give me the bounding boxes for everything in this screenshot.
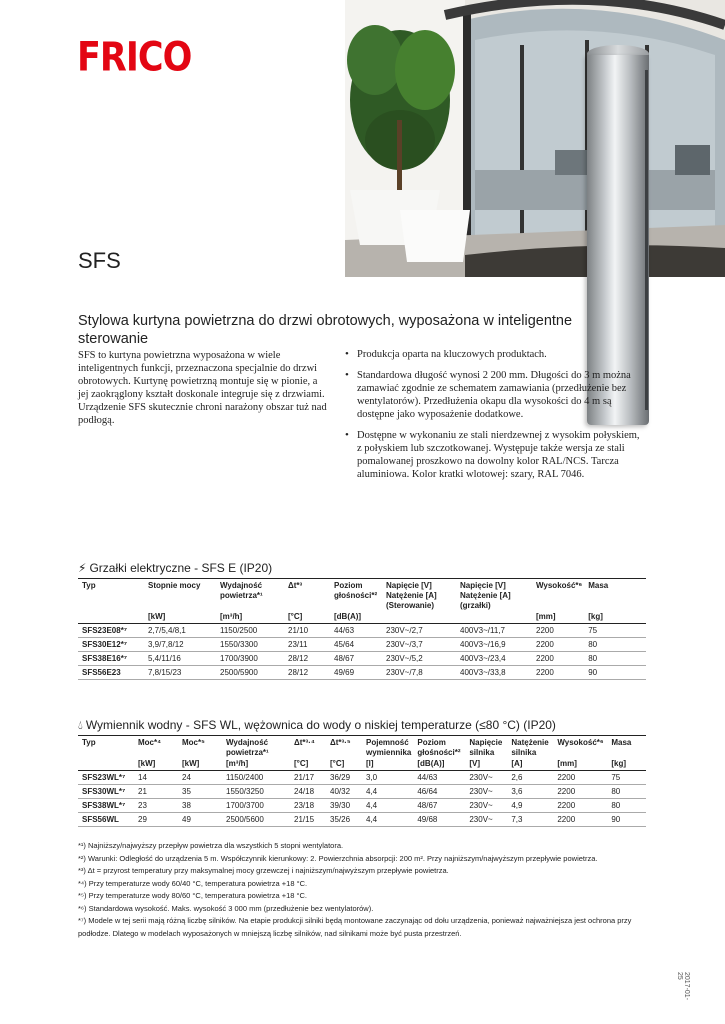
footnote: *⁴) Przy temperaturze wody 60/40 °C, temperatura powietrza +18 °C. bbox=[78, 878, 308, 888]
table-units-row bbox=[78, 612, 646, 624]
col-header: Wysokość*⁶ bbox=[553, 736, 607, 760]
footnote: *³) Δt = przyrost temperatury przy maksymalnej mocy grzewczej i najniższym/najwyższym przepływie powietrza. bbox=[78, 866, 449, 875]
cell: SFS38E16*⁷ bbox=[78, 652, 144, 666]
unit: [kg] bbox=[584, 612, 646, 624]
cell: 75 bbox=[584, 624, 646, 638]
water-heater-heading-text: Wymiennik wodny - SFS WL, wężownica do wody o niskiej temperaturze (≤80 °C) (IP20) bbox=[85, 718, 556, 732]
cell: 2200 bbox=[553, 785, 607, 799]
cell: 230V~/3,7 bbox=[382, 638, 456, 652]
col-header: Δt*³·⁴ bbox=[290, 736, 326, 760]
lightning-icon: ⚡︎ bbox=[78, 561, 87, 575]
cell: 4,4 bbox=[362, 813, 413, 827]
cell: 29 bbox=[134, 813, 178, 827]
cell: 230V~/7,8 bbox=[382, 666, 456, 680]
col-header: Δt*³·⁵ bbox=[326, 736, 362, 760]
table-row bbox=[78, 771, 646, 785]
table-row bbox=[78, 652, 646, 666]
cell: 21 bbox=[134, 785, 178, 799]
feature-item: • Standardowa długość wynosi 2 200 mm. Długości do 3 m można zamawiać zgodnie ze schematem zamawiania (przedłużenie bez wentylatorów). Przedłużenia okapu dla wysokości do 4 m są dostępne jako wyposażenie dodatkowe. bbox=[345, 369, 645, 421]
unit: [mm] bbox=[553, 759, 607, 771]
unit: [m³/h] bbox=[222, 759, 290, 771]
unit: [kW] bbox=[178, 759, 222, 771]
footnote: *¹) Najniższy/najwyższy przepływ powietrza dla wszystkich 5 stopni wentylatora. bbox=[78, 841, 344, 850]
cell: 230V~ bbox=[465, 785, 507, 799]
cell: 2200 bbox=[553, 799, 607, 813]
cell: 230V~/5,2 bbox=[382, 652, 456, 666]
table-units-row bbox=[78, 759, 646, 771]
document-date: 2017-01-25 bbox=[676, 972, 690, 1001]
cell: 2,6 bbox=[507, 771, 553, 785]
col-header: Wysokość*⁶ bbox=[532, 579, 584, 613]
cell: 48/67 bbox=[413, 799, 465, 813]
cell: 7,8/15/23 bbox=[144, 666, 216, 680]
cell: 2200 bbox=[553, 771, 607, 785]
table-row bbox=[78, 785, 646, 799]
cell: 90 bbox=[607, 813, 646, 827]
col-header: Typ bbox=[78, 736, 134, 760]
cell: 400V3~/23,4 bbox=[456, 652, 532, 666]
cell: 230V~ bbox=[465, 799, 507, 813]
cell: 28/12 bbox=[284, 666, 330, 680]
cell: 400V3~/11,7 bbox=[456, 624, 532, 638]
footnote: *⁶) Standardowa wysokość. Maks. wysokość 3 000 mm (przedłużenie bez wentylatorów). bbox=[78, 903, 374, 913]
air-curtain-grille bbox=[645, 70, 648, 410]
product-intro: SFS to kurtyna powietrzna wyposażona w wiele inteligentnych funkcji, przeznaczona specjalnie do drzwi obrotowych. Kurtynę powietrzną montuje się w pionie, a jej zaokrąglony kształt doskonale integruje się z drzwiami. Urządzenie SFS skutecznie chroni narażony obszar tuż nad podłogą. bbox=[78, 350, 327, 426]
cell: 1700/3700 bbox=[222, 799, 290, 813]
cell: 49/68 bbox=[413, 813, 465, 827]
unit bbox=[78, 612, 144, 624]
cell: 230V~ bbox=[465, 771, 507, 785]
cell: 48/67 bbox=[330, 652, 382, 666]
table-row bbox=[78, 638, 646, 652]
cell: 1700/3900 bbox=[216, 652, 284, 666]
col-header: Masa bbox=[584, 579, 646, 613]
water-heater-heading bbox=[78, 718, 556, 733]
unit bbox=[382, 612, 456, 624]
cell: SFS30E12*⁷ bbox=[78, 638, 144, 652]
frico-logo: FRICO bbox=[77, 35, 192, 81]
cell: 23/18 bbox=[290, 799, 326, 813]
col-header: Moc*⁵ bbox=[178, 736, 222, 760]
feature-list bbox=[345, 348, 645, 489]
cell: 4,4 bbox=[362, 785, 413, 799]
cell: 24 bbox=[178, 771, 222, 785]
unit: [A] bbox=[507, 759, 553, 771]
cell: 2200 bbox=[532, 666, 584, 680]
cell: 2500/5900 bbox=[216, 666, 284, 680]
cell: 90 bbox=[584, 666, 646, 680]
cell: 28/12 bbox=[284, 652, 330, 666]
cell: 38 bbox=[178, 799, 222, 813]
table-row bbox=[78, 799, 646, 813]
col-header: Moc*⁴ bbox=[134, 736, 178, 760]
col-header: Napięcie [V] Natężenie [A] (Sterowanie) bbox=[382, 579, 456, 613]
unit bbox=[456, 612, 532, 624]
col-header: Napięcie [V] Natężenie [A] (grzałki) bbox=[456, 579, 532, 613]
cell: 44/63 bbox=[330, 624, 382, 638]
cell: 21/10 bbox=[284, 624, 330, 638]
product-photo bbox=[345, 0, 725, 277]
cell: 4,9 bbox=[507, 799, 553, 813]
cell: 39/30 bbox=[326, 799, 362, 813]
feature-item: • Dostępne w wykonaniu ze stali nierdzewnej z wysokim połyskiem, z połyskiem lub szczotkowanej. Występuje także wersja ze stali pomalowanej proszkowo na dowolny kolor RAL/NCS. Tarcza aluminiowa. Kolor kratki wlotowej: szary, RAL 7046. bbox=[345, 429, 645, 481]
electric-heater-table bbox=[78, 578, 646, 680]
cell: 230V~ bbox=[465, 813, 507, 827]
unit bbox=[78, 759, 134, 771]
feature-item: • Produkcja oparta na kluczowych produktach. bbox=[345, 348, 645, 361]
cell: 23/11 bbox=[284, 638, 330, 652]
unit: [dB(A)] bbox=[330, 612, 382, 624]
col-header: Natężenie silnika bbox=[507, 736, 553, 760]
cell: 21/17 bbox=[290, 771, 326, 785]
cell: 5,4/11/16 bbox=[144, 652, 216, 666]
table-header-row bbox=[78, 579, 646, 613]
cell: 36/29 bbox=[326, 771, 362, 785]
cell: SFS38WL*⁷ bbox=[78, 799, 134, 813]
cell: 75 bbox=[607, 771, 646, 785]
footnote: *²) Warunki: Odległość do urządzenia 5 m. Współczynnik kierunkowy: 2. Powierzchnia absorpcji: 200 m². Przy najniższym/najwyższym przepływie powietrza. bbox=[78, 853, 598, 863]
cell: 21/15 bbox=[290, 813, 326, 827]
footnote: *⁵) Przy temperaturze wody 80/60 °C, temperatura powietrza +18 °C. bbox=[78, 891, 307, 900]
cell: 1150/2400 bbox=[222, 771, 290, 785]
product-title: SFS bbox=[78, 248, 121, 273]
col-header: Napięcie silnika bbox=[465, 736, 507, 760]
product-subtitle: Stylowa kurtyna powietrzna do drzwi obrotowych, wyposażona w inteligentne sterowanie bbox=[78, 313, 573, 347]
unit: [kW] bbox=[134, 759, 178, 771]
cell: SFS56E23 bbox=[78, 666, 144, 680]
cell: 35 bbox=[178, 785, 222, 799]
cell: 3,0 bbox=[362, 771, 413, 785]
cell: 80 bbox=[607, 785, 646, 799]
col-header: Typ bbox=[78, 579, 144, 613]
water-heater-table bbox=[78, 735, 646, 827]
cell: 24/18 bbox=[290, 785, 326, 799]
cell: 46/64 bbox=[413, 785, 465, 799]
water-drop-icon: 💧︎ bbox=[78, 718, 83, 732]
cell: 7,3 bbox=[507, 813, 553, 827]
cell: 1150/2500 bbox=[216, 624, 284, 638]
cell: 2500/5600 bbox=[222, 813, 290, 827]
cell: SFS56WL bbox=[78, 813, 134, 827]
col-header: Masa bbox=[607, 736, 646, 760]
unit: [l] bbox=[362, 759, 413, 771]
cell: 2200 bbox=[532, 638, 584, 652]
cell: 80 bbox=[607, 799, 646, 813]
cell: 400V3~/16,9 bbox=[456, 638, 532, 652]
unit: [°C] bbox=[326, 759, 362, 771]
unit: [kW] bbox=[144, 612, 216, 624]
cell: 1550/3300 bbox=[216, 638, 284, 652]
table-row bbox=[78, 813, 646, 827]
col-header: Stopnie mocy bbox=[144, 579, 216, 613]
cell: 1550/3250 bbox=[222, 785, 290, 799]
cell: 40/32 bbox=[326, 785, 362, 799]
col-header: Wydajność powietrza*¹ bbox=[222, 736, 290, 760]
table-row bbox=[78, 666, 646, 680]
cell: 3,6 bbox=[507, 785, 553, 799]
col-header: Pojemność wymiennika bbox=[362, 736, 413, 760]
cell: 3,9/7,8/12 bbox=[144, 638, 216, 652]
col-header: Poziom głośności*² bbox=[413, 736, 465, 760]
photo-scene bbox=[345, 0, 725, 277]
cell: SFS23WL*⁷ bbox=[78, 771, 134, 785]
cell: 44/63 bbox=[413, 771, 465, 785]
cell: 2200 bbox=[532, 624, 584, 638]
cell: 2200 bbox=[532, 652, 584, 666]
col-header: Δt*³ bbox=[284, 579, 330, 613]
table-header-row bbox=[78, 736, 646, 760]
unit: [V] bbox=[465, 759, 507, 771]
col-header: Poziom głośności*² bbox=[330, 579, 382, 613]
footnotes bbox=[78, 840, 648, 940]
cell: 45/64 bbox=[330, 638, 382, 652]
cell: 80 bbox=[584, 652, 646, 666]
unit: [°C] bbox=[284, 612, 330, 624]
electric-heater-heading-text: Grzałki elektryczne - SFS E (IP20) bbox=[89, 561, 273, 575]
cell: 49/69 bbox=[330, 666, 382, 680]
cell: 80 bbox=[584, 638, 646, 652]
cell: 35/26 bbox=[326, 813, 362, 827]
col-header: Wydajność powietrza*¹ bbox=[216, 579, 284, 613]
cell: SFS23E08*⁷ bbox=[78, 624, 144, 638]
cell: 2200 bbox=[553, 813, 607, 827]
unit: [°C] bbox=[290, 759, 326, 771]
cell: 49 bbox=[178, 813, 222, 827]
unit: [m³/h] bbox=[216, 612, 284, 624]
table-row bbox=[78, 624, 646, 638]
electric-heater-heading bbox=[78, 561, 272, 575]
unit: [mm] bbox=[532, 612, 584, 624]
footnote: *⁷) Modele w tej serii mają różną liczbę silników. Na etapie produkcji silniki będą montowane zaczynając od dołu urządzenia, ponieważ najważniejsza jest ochrona przy podłodze. Dlatego w modelach wyposażonych w mniejszą liczbę silników, nad silnikami może być pusta przestrzeń. bbox=[78, 916, 632, 938]
cell: 14 bbox=[134, 771, 178, 785]
cell: 4,4 bbox=[362, 799, 413, 813]
unit: [dB(A)] bbox=[413, 759, 465, 771]
cell: 400V3~/33,8 bbox=[456, 666, 532, 680]
cell: 23 bbox=[134, 799, 178, 813]
cell: 230V~/2,7 bbox=[382, 624, 456, 638]
cell: SFS30WL*⁷ bbox=[78, 785, 134, 799]
unit: [kg] bbox=[607, 759, 646, 771]
cell: 2,7/5,4/8,1 bbox=[144, 624, 216, 638]
